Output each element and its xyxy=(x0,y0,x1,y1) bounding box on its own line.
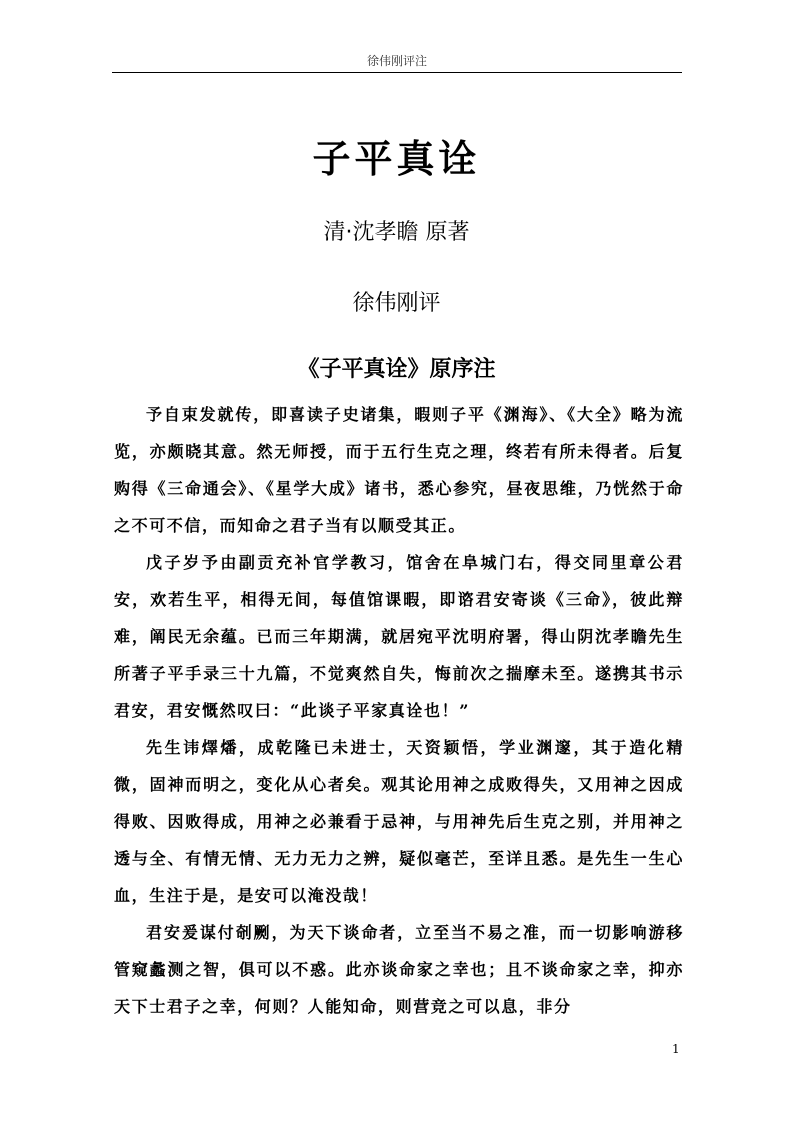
commentator-line: 徐伟刚评 xyxy=(352,291,441,316)
page-number: 1 xyxy=(672,1042,680,1056)
section-title: 《子平真诠》原序注 xyxy=(297,357,496,382)
paragraph: 予自束发就传，即喜读子史诸集，暇则子平《渊海》、《大全》略为流览，亦颇晓其意。然无师授，而于五行生克之理，终若有所未得者。后复购得《三命通会》、《星学大成》诸书，悉心参究，昼夜思维，乃恍然于命之不可不信，而知命之君子当有以顺受其正。 xyxy=(114,405,684,535)
book-title: 子平真诠 xyxy=(312,136,481,181)
author-line: 清·沈孝瞻 原著 xyxy=(323,220,470,245)
paragraph: 先生讳燡燔，成乾隆已未进士，天资颖悟，学业渊邃，其于造化精微，固神而明之，变化从心者矣。观其论用神之成败得失，又用神之因成得败、因败得成，用神之必兼看于忌神，与用神先后生克之别，并用神之透与全、有情无情、无力无力之辨，疑似毫芒，至详且悉。是先生一生心血，生注于是，是安可以淹没哉！ xyxy=(114,738,684,905)
preface-body xyxy=(114,396,684,1025)
header-rule xyxy=(112,72,682,73)
paragraph: 戊子岁予由副贡充补官学教习，馆舍在阜城门右，得交同里章公君安，欢若生平，相得无间，每值馆课暇，即谘君安寄谈《三命》，彼此辩难，阐民无余蕴。已而三年期满，就居宛平沈明府署，得山阴沈孝瞻先生所著子平手录三十九篇，不觉爽然自失，悔前次之揣摩未至。遂携其书示君安，君安慨然叹曰：“此谈子平家真诠也！” xyxy=(114,553,684,720)
running-header: 徐伟刚评注 xyxy=(366,54,427,68)
paragraph: 君安爰谋付剞劂，为天下谈命者，立至当不易之准，而一切影响游移管窥蠡测之智，俱可以不惑。此亦谈命家之幸也；且不谈命家之幸，抑亦天下士君子之幸，何则？人能知命，则营竞之可以息，非分 xyxy=(114,923,684,1016)
